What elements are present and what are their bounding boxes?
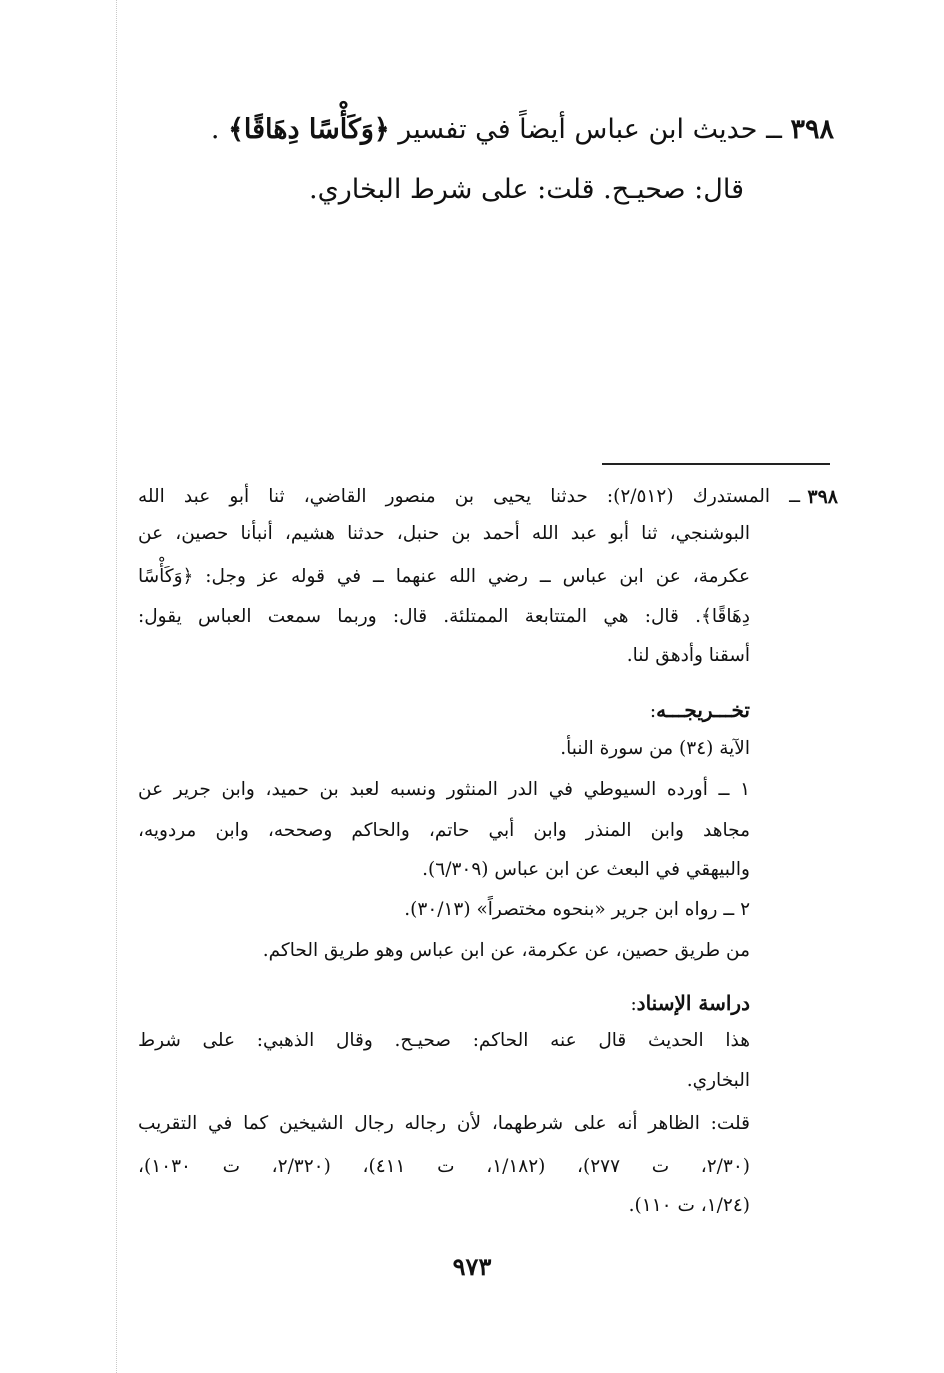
isnad-line-1: هذا الحديث قال عنه الحاكم: صحيـح. وقال الذهبي: على شرط — [138, 1030, 750, 1051]
main-entry-line-1 — [211, 112, 834, 148]
isnad-line-2: البخاري. — [686, 1070, 750, 1091]
isnad-line-5: (١/٢٤، ت ١١٠). — [628, 1195, 750, 1216]
isnad-heading-text: دراسة الإسناد — [636, 991, 750, 1015]
takhrij-heading-colon: : — [649, 701, 657, 722]
quran-quote: ﴿وَكَأْسًا دِهَاقًا﴾ — [228, 114, 390, 145]
main-entry-line-2: قال: صحيـح. قلت: على شرط البخاري. — [309, 174, 744, 205]
takhrij-line-1: الآية (٣٤) من سورة النبأ. — [560, 738, 750, 759]
footnote-number: ٣٩٨ — [807, 486, 838, 508]
takhrij-line-4: والبيهقي في البعث عن ابن عباس (٦/٣٠٩). — [422, 859, 750, 880]
isnad-heading — [138, 988, 750, 1020]
takhrij-line-2: ١ ــ أورده السيوطي في الدر المنثور ونسبه لعبد بن حميد، وابن جرير عن — [138, 779, 750, 800]
footnote-line-5: أسقنا وأدهق لنا. — [626, 645, 750, 666]
entry-number: ٣٩٨ — [790, 114, 834, 145]
footnote-line-2: البوشنجي، ثنا أبو عبد الله أحمد بن حنبل، حدثنا هشيم، أنبأنا حصين، عن — [138, 523, 750, 544]
takhrij-heading-text: تخـــريجـــه — [656, 698, 750, 722]
footnote-line-1: ــ المستدرك (٢/٥١٢): حدثنا يحيى بن منصور القاضي، ثنا أبو عبد الله — [138, 486, 800, 507]
takhrij-line-6: من طريق حصين، عن عكرمة، عن ابن عباس وهو طريق الحاكم. — [262, 940, 750, 961]
takhrij-line-5: ٢ ــ رواه ابن جرير «بنحوه مختصراً» (٣٠/١٣). — [404, 899, 750, 920]
isnad-line-4: (٢/٣٠، ت ٢٧٧)، (١/١٨٢، ت ٤١١)، (٢/٣٢٠، ت ١٠٣٠)، — [138, 1156, 750, 1177]
takhrij-line-3: مجاهد وابن المنذر وابن أبي حاتم، والحاكم وصححه، وابن مردويه، — [138, 820, 750, 841]
isnad-heading-colon: : — [630, 994, 637, 1015]
margin-guide — [116, 0, 117, 1373]
takhrij-heading — [138, 695, 750, 727]
isnad-line-3: قلت: الظاهر أنه على شرطهما، لأن رجاله رجال الشيخين كما في التقريب — [138, 1113, 750, 1134]
footnote-line-4: دِهَاقًا﴾. قال: هي المتتابعة الممتلئة. قال: وربما سمعت العباس يقول: — [138, 606, 750, 627]
footnote-line-3: عكرمة، عن ابن عباس ــ رضي الله عنهما ــ في قوله عز وجل: ﴿وَكَأْسًا — [138, 566, 750, 587]
footnote-separator — [602, 463, 830, 465]
entry-end: . — [210, 114, 220, 145]
page-number: ٩٧٣ — [452, 1252, 492, 1281]
entry-text: ــ حديث ابن عباس أيضاً في تفسير — [398, 114, 782, 145]
